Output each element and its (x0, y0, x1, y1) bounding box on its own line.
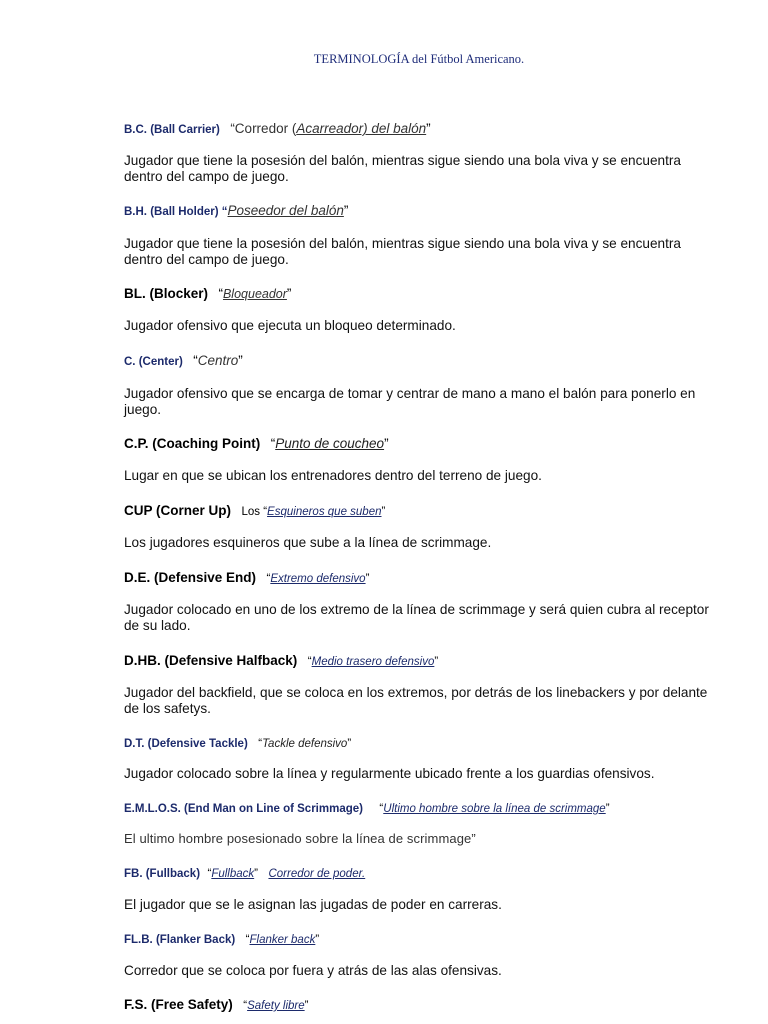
term-abbr: D.HB. (Defensive Halfback) (124, 653, 298, 668)
term-suffix: ” (286, 286, 292, 301)
term-abbr: BL. (Blocker) (124, 286, 209, 301)
term-prefix: “ (218, 286, 223, 301)
term-suffix: ” (254, 868, 258, 880)
term-de (124, 569, 369, 587)
term-suffix: ” (315, 934, 320, 946)
term-fb (124, 864, 365, 882)
term-prefix: “ (243, 1000, 248, 1012)
term-flb (124, 930, 319, 948)
term-abbr: C.P. (Coaching Point) (124, 436, 261, 451)
term-prefix: “ (379, 803, 384, 815)
term-translation: Poseedor del balón (227, 203, 344, 218)
term-definition: El jugador que se le asignan las jugadas de poder en carreras. (124, 897, 502, 912)
term-prefix: “ (266, 573, 271, 585)
term-definition: Jugador colocado sobre la línea y regularmente ubicado frente a los guardias ofensivos. (124, 766, 655, 781)
term-suffix: ” (384, 436, 389, 451)
term-suffix: ” (304, 1000, 309, 1012)
term-translation: Fullback (211, 868, 255, 880)
term-definition: Jugador del backfield, que se coloca en los extremos, por detrás de los linebackers y por delante de los safetys. (124, 685, 708, 716)
term-prefix: Los “ (241, 506, 268, 518)
term-translation-alt: Corredor de poder. (268, 868, 366, 880)
term-dhb (124, 652, 438, 670)
term-prefix: “ (245, 934, 250, 946)
term-translation: Centro (197, 353, 239, 368)
term-suffix: ” (426, 121, 431, 136)
term-translation: Tackle defensivo (262, 738, 348, 750)
term-abbr: B.C. (Ball Carrier) (124, 124, 220, 136)
term-cup (124, 502, 385, 520)
term-definition: Jugador ofensivo que se encarga de tomar y centrar de mano a mano el balón para ponerlo en juego. (124, 386, 696, 417)
term-translation: Extremo defensivo (270, 573, 366, 585)
term-prefix: “ (270, 436, 276, 451)
term-suffix: ” (605, 803, 610, 815)
term-definition: Los jugadores esquineros que sube a la línea de scrimmage. (124, 535, 492, 550)
term-prefix: “ (207, 868, 212, 880)
term-translation: Acarreador) del balón (296, 121, 427, 136)
term-translation: Ultimo hombre sobre la línea de scrimmage (383, 803, 606, 815)
term-c (124, 352, 243, 370)
term-abbr: CUP (Corner Up) (124, 503, 232, 518)
term-definition: Corredor que se coloca por fuera y atrás de las alas ofensivas. (124, 963, 502, 978)
term-definition: Jugador que tiene la posesión del balón, mientras sigue siendo una bola viva y se encuentra dentro del campo de juego. (124, 236, 681, 267)
term-cp (124, 435, 389, 453)
term-fs (124, 996, 308, 1014)
term-suffix: ” (238, 353, 243, 368)
term-definition: Jugador colocado en uno de los extremo de la línea de scrimmage y será quien cubra al receptor de su lado. (124, 602, 709, 633)
term-bc (124, 120, 431, 138)
term-dt (124, 734, 351, 752)
term-definition: Lugar en que se ubican los entrenadores dentro del terreno de juego. (124, 468, 542, 483)
page-title: TERMINOLOGÍA del Fútbol Americano. (313, 52, 525, 66)
term-suffix: ” (381, 506, 386, 518)
term-prefix: “ (307, 656, 312, 668)
term-abbr: E.M.L.O.S. (End Man on Line of Scrimmage) (124, 803, 363, 815)
term-translation: Medio trasero defensivo (311, 656, 435, 668)
term-prefix: “Corredor ( (230, 121, 297, 136)
term-translation: Safety libre (247, 1000, 305, 1012)
term-abbr: D.T. (Defensive Tackle) (124, 738, 248, 750)
term-prefix: “ (258, 738, 263, 750)
term-abbr: FL.B. (Flanker Back) (124, 934, 236, 946)
term-translation: Flanker back (249, 934, 316, 946)
term-abbr: C. (Center) (124, 356, 183, 368)
term-prefix: “ (193, 353, 198, 368)
term-suffix: ” (434, 656, 439, 668)
term-abbr: FB. (Fullback) (124, 868, 201, 880)
term-abbr: D.E. (Defensive End) (124, 570, 257, 585)
term-suffix: ” (365, 573, 370, 585)
term-bh (124, 202, 348, 220)
term-definition: Jugador ofensivo que ejecuta un bloqueo determinado. (124, 318, 456, 333)
term-bl (124, 285, 291, 303)
term-abbr: B.H. (Ball Holder) “ (124, 206, 228, 218)
term-suffix: ” (343, 203, 349, 218)
term-definition: El ultimo hombre posesionado sobre la línea de scrimmage” (124, 831, 476, 846)
term-suffix: ” (347, 738, 352, 750)
term-translation: Esquineros que suben (267, 506, 382, 518)
term-translation: Bloqueador (222, 287, 287, 301)
term-translation: Punto de coucheo (275, 436, 385, 451)
term-abbr: F.S. (Free Safety) (124, 997, 233, 1012)
term-definition: Jugador que tiene la posesión del balón, mientras sigue siendo una bola viva y se encuentra dentro del campo de juego. (124, 153, 681, 184)
term-emlos (124, 799, 610, 817)
